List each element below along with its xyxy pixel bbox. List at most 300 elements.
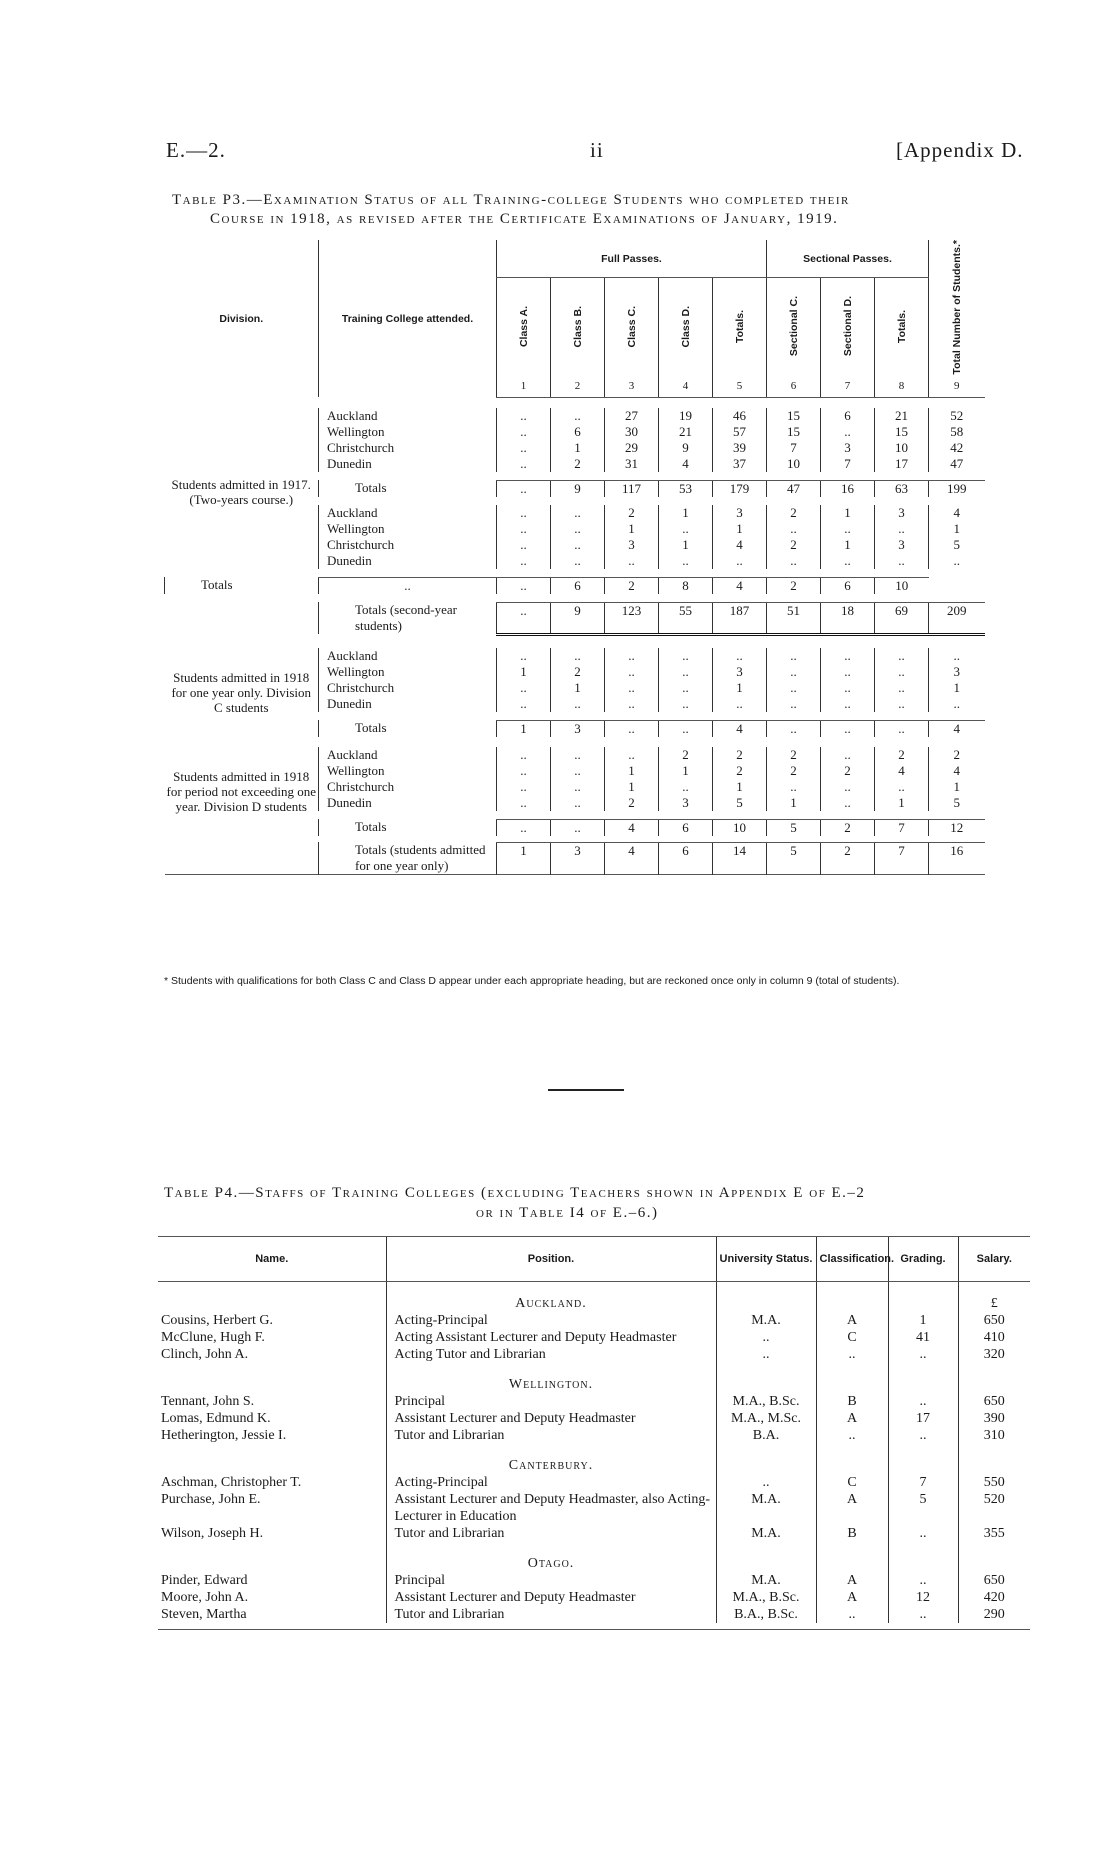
p4-staff-university: .. xyxy=(716,1474,816,1491)
p3-cell: .. xyxy=(929,648,985,664)
p3-college-name xyxy=(319,537,497,553)
p3-spacer-row xyxy=(165,594,1031,603)
p4-staff-name: Clinch, John A. xyxy=(161,1347,249,1362)
p3-division-label xyxy=(165,648,319,737)
p3-col-number: 3 xyxy=(605,375,659,398)
p3-group-sectional: Sectional Passes. xyxy=(767,240,929,278)
p3-cell: .. xyxy=(605,696,659,712)
p3-cell: 1 xyxy=(767,795,821,811)
p3-col-number: 9 xyxy=(929,375,985,398)
p3-col-college: Training College attended. xyxy=(319,240,497,397)
p3-cell: 17 xyxy=(875,456,929,472)
p3-cell: .. xyxy=(713,696,767,712)
p4-staff-grading: 41 xyxy=(888,1329,958,1346)
p3-cell: .. xyxy=(497,521,551,537)
p4-staff-position: Acting Tutor and Librarian xyxy=(386,1346,716,1363)
p3-cell: .. xyxy=(821,648,875,664)
p3-cell: 9 xyxy=(551,480,605,497)
p3-cell: 3 xyxy=(875,505,929,521)
p3-cell: .. xyxy=(767,664,821,680)
p3-cell: .. xyxy=(605,680,659,696)
table-p3 xyxy=(164,240,1030,877)
p3-cell: 1 xyxy=(713,680,767,696)
p3-col-label: Sectional D. xyxy=(841,296,854,357)
p4-staff-name: Tennant, John S. xyxy=(161,1394,255,1409)
p4-currency-cell xyxy=(958,1282,1030,1313)
p3-cell: 1 xyxy=(605,521,659,537)
p3-cell: .. xyxy=(875,720,929,737)
p3-cell: 6 xyxy=(821,577,875,594)
p3-cell: .. xyxy=(605,664,659,680)
p3-col-label: Totals. xyxy=(895,309,908,343)
p3-cell: 2 xyxy=(821,819,875,836)
p4-currency-cell xyxy=(958,1542,1030,1572)
p3-cell: 179 xyxy=(713,480,767,497)
p3-row-label-text: Auckland xyxy=(327,504,378,520)
p4-staff-classification: A xyxy=(816,1410,888,1427)
p3-cell: 10 xyxy=(767,456,821,472)
p3-cell: 2 xyxy=(929,747,985,763)
p4-staff-position: Principal xyxy=(386,1393,716,1410)
p4-staff-salary: 650 xyxy=(958,1312,1030,1329)
p3-college-name xyxy=(319,424,497,440)
p3-division-label xyxy=(165,408,319,578)
p3-cell: 6 xyxy=(821,408,875,424)
p3-cell: 6 xyxy=(659,842,713,875)
p4-staff-name: Purchase, John E. xyxy=(161,1492,261,1507)
p4-col-grading: Grading. xyxy=(888,1237,958,1282)
p4-bottom-rule xyxy=(158,1623,1030,1630)
p4-header-row xyxy=(158,1237,1030,1282)
p3-cell: 46 xyxy=(713,408,767,424)
p3-college-name xyxy=(319,664,497,680)
p4-staff-row xyxy=(158,1606,1030,1623)
p3-cell: 19 xyxy=(659,408,713,424)
p3-col-number: 4 xyxy=(659,375,713,398)
p3-col-division: Division. xyxy=(219,312,264,325)
p4-region-name: Auckland. xyxy=(386,1282,716,1313)
p3-spacer-row xyxy=(165,634,1031,648)
p3-row-label-text: Christchurch xyxy=(327,536,395,552)
p3-col-header xyxy=(875,278,929,375)
p4-staff-position: Acting-Principal xyxy=(386,1474,716,1491)
p4-staff-salary: 390 xyxy=(958,1410,1030,1427)
p3-row-label-text: Christchurch xyxy=(327,778,395,794)
p3-cell: .. xyxy=(875,696,929,712)
p4-staff-grading: .. xyxy=(888,1606,958,1623)
p3-col-label: Sectional C. xyxy=(787,296,800,357)
p4-staff-row xyxy=(158,1474,1030,1491)
p3-cell: 1 xyxy=(875,795,929,811)
p3-cell: 1 xyxy=(659,537,713,553)
p4-staff-university: M.A. xyxy=(716,1525,816,1542)
p3-row-label-text: Dunedin xyxy=(327,695,372,711)
p4-staff-classification: B xyxy=(816,1393,888,1410)
p3-col-label: Totals. xyxy=(733,309,746,343)
p3-cell: 2 xyxy=(605,795,659,811)
p3-cell: .. xyxy=(551,537,605,553)
p4-staff-university: B.A., B.Sc. xyxy=(716,1606,816,1623)
p4-staff-university: M.A., M.Sc. xyxy=(716,1410,816,1427)
p3-cell: .. xyxy=(875,553,929,569)
p3-data-row xyxy=(165,648,1031,664)
p3-row-label-text: Auckland xyxy=(327,746,378,762)
p3-cell: .. xyxy=(497,480,551,497)
p3-cell: .. xyxy=(497,537,551,553)
p3-cell: .. xyxy=(875,664,929,680)
p3-cell: 1 xyxy=(605,779,659,795)
p3-college-name xyxy=(319,763,497,779)
p3-cell: 3 xyxy=(605,537,659,553)
p3-college-name xyxy=(319,521,497,537)
p4-staff-grading: 12 xyxy=(888,1589,958,1606)
p3-cell: 15 xyxy=(767,424,821,440)
p3-cell: .. xyxy=(659,696,713,712)
p4-staff-name: Wilson, Joseph H. xyxy=(161,1526,264,1541)
p3-cell: .. xyxy=(875,521,929,537)
p3-cell: 2 xyxy=(551,664,605,680)
p3-cell: 209 xyxy=(929,602,985,634)
p3-cell: 29 xyxy=(605,440,659,456)
page-number: ii xyxy=(590,138,604,162)
p4-staff-classification: A xyxy=(816,1312,888,1329)
p3-row-label-text: Totals xyxy=(355,480,387,496)
p3-cell: 5 xyxy=(929,795,985,811)
p3-cell: 16 xyxy=(821,480,875,497)
p3-cell: .. xyxy=(551,795,605,811)
p3-cell: .. xyxy=(821,747,875,763)
p3-cell: .. xyxy=(497,456,551,472)
p4-staff-name: Steven, Martha xyxy=(161,1607,247,1622)
p4-staff-position: Tutor and Librarian xyxy=(386,1606,716,1623)
p3-cell: 58 xyxy=(929,424,985,440)
p3-cell: 18 xyxy=(821,602,875,634)
p4-region-name: Canterbury. xyxy=(386,1444,716,1474)
p3-cell: 1 xyxy=(497,664,551,680)
p3-cell: 30 xyxy=(605,424,659,440)
p3-cell: .. xyxy=(875,680,929,696)
p3-cell: 1 xyxy=(605,763,659,779)
p3-cell: 2 xyxy=(767,505,821,521)
p4-staff-classification: B xyxy=(816,1525,888,1542)
p4-staff-university: M.A. xyxy=(716,1572,816,1589)
p3-grand-totals-row xyxy=(165,602,1031,634)
p3-cell: 21 xyxy=(659,424,713,440)
p3-cell: .. xyxy=(605,720,659,737)
p4-currency: £ xyxy=(990,1296,998,1311)
p3-college-name xyxy=(319,505,497,521)
p3-cell: .. xyxy=(497,505,551,521)
p3-cell: 9 xyxy=(659,440,713,456)
p3-cell: 15 xyxy=(875,424,929,440)
p3-cell: .. xyxy=(821,521,875,537)
p3-row-label-text: Wellington xyxy=(327,762,385,778)
p4-col-position: Position. xyxy=(386,1237,716,1282)
p3-spacer-row xyxy=(165,397,1031,408)
p3-cell: .. xyxy=(497,680,551,696)
p3-group-full: Full Passes. xyxy=(497,240,767,278)
p3-division-label xyxy=(165,747,319,836)
p3-cell: 2 xyxy=(767,577,821,594)
p4-staff-position: Assistant Lecturer and Deputy Headmaster, also Acting-Lecturer in Education xyxy=(386,1491,716,1525)
p3-cell: .. xyxy=(767,648,821,664)
p3-col-label: Class D. xyxy=(679,305,692,348)
p3-cell: .. xyxy=(497,440,551,456)
p3-cell: .. xyxy=(497,424,551,440)
p3-data-row xyxy=(165,747,1031,763)
p3-cell: 1 xyxy=(551,440,605,456)
p3-college-name xyxy=(319,696,497,712)
p3-cell: 55 xyxy=(659,602,713,634)
p4-staff-position: Tutor and Librarian xyxy=(386,1525,716,1542)
p3-cell: .. xyxy=(551,763,605,779)
p3-college-name xyxy=(319,553,497,569)
p3-cell: 12 xyxy=(929,819,985,836)
p3-cell: .. xyxy=(551,521,605,537)
p3-cell: 6 xyxy=(659,819,713,836)
p4-staff-name: Aschman, Christopher T. xyxy=(161,1475,302,1490)
p3-row-label-text: Totals (students admitted for one year only) xyxy=(355,842,486,874)
page-ref: E.—2. xyxy=(166,138,226,162)
p4-col-classification: Classification. xyxy=(816,1237,888,1282)
p3-cell: .. xyxy=(659,553,713,569)
p3-cell: .. xyxy=(767,779,821,795)
table-p3-title-line1: Table P3.—Examination Status of all Training-college Students who completed their xyxy=(172,192,850,208)
p3-cell: 3 xyxy=(659,795,713,811)
p3-cell: 4 xyxy=(929,720,985,737)
p4-region-name: Wellington. xyxy=(386,1363,716,1393)
p3-division-text: Students admitted in 1917. (Two-years course.) xyxy=(171,477,311,508)
p3-col-number: 6 xyxy=(767,375,821,398)
p4-staff-university: M.A. xyxy=(716,1312,816,1329)
p3-cell: .. xyxy=(497,795,551,811)
p3-cell: .. xyxy=(767,553,821,569)
p3-division-text: Students admitted in 1918 for period not exceeding one year. Division D students xyxy=(166,768,316,814)
p3-cell: 187 xyxy=(713,602,767,634)
p3-cell: 1 xyxy=(659,505,713,521)
p3-college-name xyxy=(319,747,497,763)
p3-spacer-row xyxy=(165,737,1031,747)
p3-totals-label xyxy=(165,577,319,594)
p3-cell: .. xyxy=(659,680,713,696)
p3-col-number: 7 xyxy=(821,375,875,398)
p3-cell: 2 xyxy=(551,456,605,472)
p3-cell: 1 xyxy=(713,779,767,795)
p3-data-row xyxy=(165,408,1031,424)
p3-cell: 7 xyxy=(821,456,875,472)
p3-division-text: Students admitted in 1918 for one year only. Division C students xyxy=(171,669,312,715)
p3-cell: 4 xyxy=(929,505,985,521)
p3-cell: .. xyxy=(551,747,605,763)
p3-college-name xyxy=(319,779,497,795)
p3-college-name xyxy=(319,440,497,456)
p4-staff-salary: 520 xyxy=(958,1491,1030,1525)
p3-cell: 63 xyxy=(875,480,929,497)
p3-cell: 4 xyxy=(713,720,767,737)
p4-staff-grading: .. xyxy=(888,1525,958,1542)
p3-cell: 123 xyxy=(605,602,659,634)
p4-staff-salary: 650 xyxy=(958,1393,1030,1410)
p3-cell: 16 xyxy=(929,842,985,875)
p4-currency-cell xyxy=(958,1444,1030,1474)
p4-staff-classification: C xyxy=(816,1474,888,1491)
p3-cell: 2 xyxy=(767,747,821,763)
p3-college-name xyxy=(319,456,497,472)
p4-col-salary: Salary. xyxy=(958,1237,1030,1282)
p3-cell: .. xyxy=(659,521,713,537)
p3-cell: 4 xyxy=(929,763,985,779)
p3-cell: 52 xyxy=(929,408,985,424)
p3-cell: 7 xyxy=(875,819,929,836)
p4-staff-row xyxy=(158,1491,1030,1525)
p4-region-row xyxy=(158,1363,1030,1393)
p3-grand-totals-label xyxy=(319,842,497,875)
p3-row-label-text: Wellington xyxy=(327,663,385,679)
p4-staff-grading: .. xyxy=(888,1393,958,1410)
appendix-label: [Appendix D. xyxy=(896,138,1024,162)
p4-staff-name: Lomas, Edmund K. xyxy=(161,1411,271,1426)
p4-staff-salary: 310 xyxy=(958,1427,1030,1444)
table-p4-title-line2: or in Table I4 of E.–6.) xyxy=(476,1205,659,1221)
p4-staff-salary: 290 xyxy=(958,1606,1030,1623)
p3-col-header xyxy=(605,278,659,375)
p3-cell: 3 xyxy=(551,720,605,737)
p4-staff-row xyxy=(158,1427,1030,1444)
p4-staff-classification: C xyxy=(816,1329,888,1346)
p3-college-name xyxy=(319,680,497,696)
p3-cell: 21 xyxy=(875,408,929,424)
p3-cell: .. xyxy=(713,553,767,569)
p4-staff-university: M.A., B.Sc. xyxy=(716,1589,816,1606)
p3-row-label-text: Wellington xyxy=(327,520,385,536)
p3-cell: .. xyxy=(551,696,605,712)
p3-cell: .. xyxy=(659,664,713,680)
p3-cell: 2 xyxy=(821,842,875,875)
p3-cell: 39 xyxy=(713,440,767,456)
p3-cell: 31 xyxy=(605,456,659,472)
p3-col-header xyxy=(551,278,605,375)
p4-staff-name: Hetherington, Jessie I. xyxy=(161,1428,287,1443)
p4-staff-classification: A xyxy=(816,1589,888,1606)
p3-cell: 9 xyxy=(551,602,605,634)
p3-cell: 2 xyxy=(659,747,713,763)
p3-cell: 1 xyxy=(821,505,875,521)
p3-col-number: 8 xyxy=(875,375,929,398)
p3-cell: .. xyxy=(497,779,551,795)
p3-cell: 10 xyxy=(875,440,929,456)
p4-staff-row xyxy=(158,1393,1030,1410)
p4-staff-university: .. xyxy=(716,1329,816,1346)
p3-cell: 2 xyxy=(605,505,659,521)
p3-cell: .. xyxy=(551,648,605,664)
p4-staff-position: Acting-Principal xyxy=(386,1312,716,1329)
p4-staff-row xyxy=(158,1346,1030,1363)
p3-cell: 1 xyxy=(551,680,605,696)
p3-col-header xyxy=(767,278,821,375)
p3-totals-row xyxy=(165,577,1031,594)
p3-col-header xyxy=(929,240,985,375)
p3-cell: 117 xyxy=(605,480,659,497)
p3-cell: 4 xyxy=(605,819,659,836)
p3-col-number: 5 xyxy=(713,375,767,398)
p4-staff-position: Tutor and Librarian xyxy=(386,1427,716,1444)
p4-staff-university: M.A. xyxy=(716,1491,816,1525)
p3-cell: 4 xyxy=(713,537,767,553)
p4-staff-row xyxy=(158,1312,1030,1329)
p3-row-label-text: Wellington xyxy=(327,423,385,439)
p3-cell: .. xyxy=(821,680,875,696)
p3-totals-label xyxy=(319,480,497,497)
p3-cell: .. xyxy=(659,720,713,737)
p3-cell: 2 xyxy=(875,747,929,763)
p3-college-name xyxy=(319,408,497,424)
p4-currency-cell xyxy=(958,1363,1030,1393)
p3-cell: 2 xyxy=(605,577,659,594)
table-p3-title-line2: Course in 1918, as revised after the Certificate Examinations of January, 1919. xyxy=(210,211,839,227)
p3-cell: 199 xyxy=(929,480,985,497)
p3-cell: 5 xyxy=(767,842,821,875)
p4-staff-name: McClune, Hugh F. xyxy=(161,1330,265,1345)
p3-cell: .. xyxy=(497,602,551,634)
p3-cell: .. xyxy=(659,648,713,664)
p3-cell: 3 xyxy=(551,842,605,875)
p3-cell: .. xyxy=(821,696,875,712)
p3-col-label: Class A. xyxy=(517,305,530,347)
p3-cell: .. xyxy=(821,720,875,737)
p3-cell: .. xyxy=(929,696,985,712)
p3-row-label-text: Dunedin xyxy=(327,794,372,810)
p4-staff-grading: .. xyxy=(888,1427,958,1444)
p3-cell: .. xyxy=(497,819,551,836)
p4-staff-grading: .. xyxy=(888,1572,958,1589)
p3-cell: 42 xyxy=(929,440,985,456)
p3-cell: 7 xyxy=(767,440,821,456)
p4-region-name: Otago. xyxy=(386,1542,716,1572)
p3-cell: 10 xyxy=(713,819,767,836)
p3-cell: .. xyxy=(821,795,875,811)
p4-staff-classification: A xyxy=(816,1572,888,1589)
p3-cell: .. xyxy=(497,696,551,712)
p3-row-label-text: Totals xyxy=(355,819,387,835)
p3-row-label-text: Auckland xyxy=(327,407,378,423)
p4-staff-row xyxy=(158,1572,1030,1589)
p4-region-row xyxy=(158,1282,1030,1313)
p3-col-label: Total Number of Students.* xyxy=(950,240,963,375)
p3-cell: 5 xyxy=(767,819,821,836)
p4-staff-row xyxy=(158,1589,1030,1606)
p3-cell: .. xyxy=(319,577,497,594)
p4-staff-classification: .. xyxy=(816,1606,888,1623)
p4-staff-salary: 550 xyxy=(958,1474,1030,1491)
p4-region-row xyxy=(158,1542,1030,1572)
p3-row-label-text: Christchurch xyxy=(327,679,395,695)
table-p3-footnote: * Students with qualifications for both Class C and Class D appear under each appropriate heading, but are reckoned once only in column 9 (total of students). xyxy=(164,975,900,987)
p4-staff-university: B.A. xyxy=(716,1427,816,1444)
p4-staff-grading: .. xyxy=(888,1346,958,1363)
p3-cell: 1 xyxy=(929,779,985,795)
p4-staff-position: Acting Assistant Lecturer and Deputy Headmaster xyxy=(386,1329,716,1346)
p3-college-name xyxy=(319,795,497,811)
p4-staff-university: M.A., B.Sc. xyxy=(716,1393,816,1410)
p3-cell: 3 xyxy=(875,537,929,553)
p3-cell: 2 xyxy=(821,763,875,779)
p3-row-label-text: Totals xyxy=(201,577,233,593)
p3-col-header xyxy=(713,278,767,375)
p3-cell: .. xyxy=(551,505,605,521)
p3-totals-label xyxy=(319,819,497,836)
p3-cell: 4 xyxy=(605,842,659,875)
p3-col-number: 1 xyxy=(497,375,551,398)
